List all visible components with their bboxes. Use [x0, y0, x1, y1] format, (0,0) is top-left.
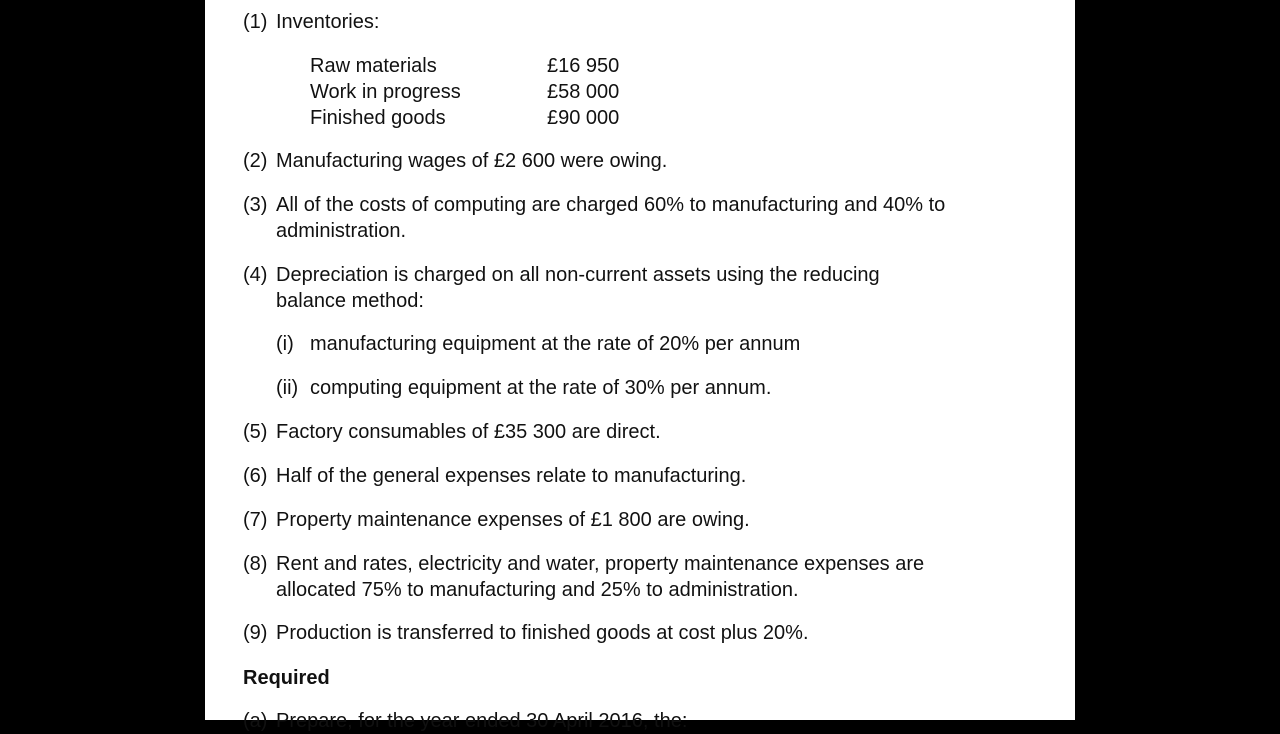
inventory-value-finished-goods: £90 000	[547, 107, 620, 129]
item-7-number: (7)	[243, 509, 268, 531]
item-9-text: Production is transferred to finished goods at cost plus 20%.	[276, 622, 809, 644]
required-heading: Required	[243, 667, 330, 689]
item-8-line-1: Rent and rates, electricity and water, property maintenance expenses are	[276, 553, 925, 575]
inventory-label-raw-materials: Raw materials	[310, 55, 437, 77]
item-3-number: (3)	[243, 194, 268, 216]
inventory-label-finished-goods: Finished goods	[310, 107, 446, 129]
item-2-text: Manufacturing wages of £2 600 were owing.	[276, 150, 668, 172]
inventory-label-work-in-progress: Work in progress	[310, 81, 461, 103]
item-1-title: Inventories:	[276, 11, 380, 33]
item-9-number: (9)	[243, 622, 268, 644]
item-4-sub-ii-number: (ii)	[276, 377, 299, 399]
item-4-number: (4)	[243, 264, 268, 286]
item-3-line-1: All of the costs of computing are charged 60% to manufacturing and 40% to	[276, 194, 946, 216]
part-a-text: Prepare, for the year ended 30 April 2016, the:	[276, 710, 688, 732]
item-8-number: (8)	[243, 553, 268, 575]
inventory-value-raw-materials: £16 950	[547, 55, 620, 77]
part-a-number: (a)	[243, 710, 268, 732]
item-1-number: (1)	[243, 11, 268, 33]
item-3-line-2: administration.	[276, 220, 407, 242]
item-4-sub-i-number: (i)	[276, 333, 294, 355]
item-8-line-2: allocated 75% to manufacturing and 25% to administration.	[276, 579, 799, 601]
item-7-text: Property maintenance expenses of £1 800 are owing.	[276, 509, 750, 531]
item-5-text: Factory consumables of £35 300 are direct.	[276, 421, 661, 443]
item-6-number: (6)	[243, 465, 268, 487]
item-4-line-2: balance method:	[276, 290, 424, 312]
item-5-number: (5)	[243, 421, 268, 443]
item-4-sub-ii-text: computing equipment at the rate of 30% per annum.	[310, 377, 772, 399]
inventory-value-work-in-progress: £58 000	[547, 81, 620, 103]
item-4-line-1: Depreciation is charged on all non-current assets using the reducing	[276, 264, 880, 286]
item-6-text: Half of the general expenses relate to manufacturing.	[276, 465, 747, 487]
document-page	[205, 0, 1075, 732]
item-2-number: (2)	[243, 150, 268, 172]
item-4-sub-i-text: manufacturing equipment at the rate of 20% per annum	[310, 333, 801, 355]
